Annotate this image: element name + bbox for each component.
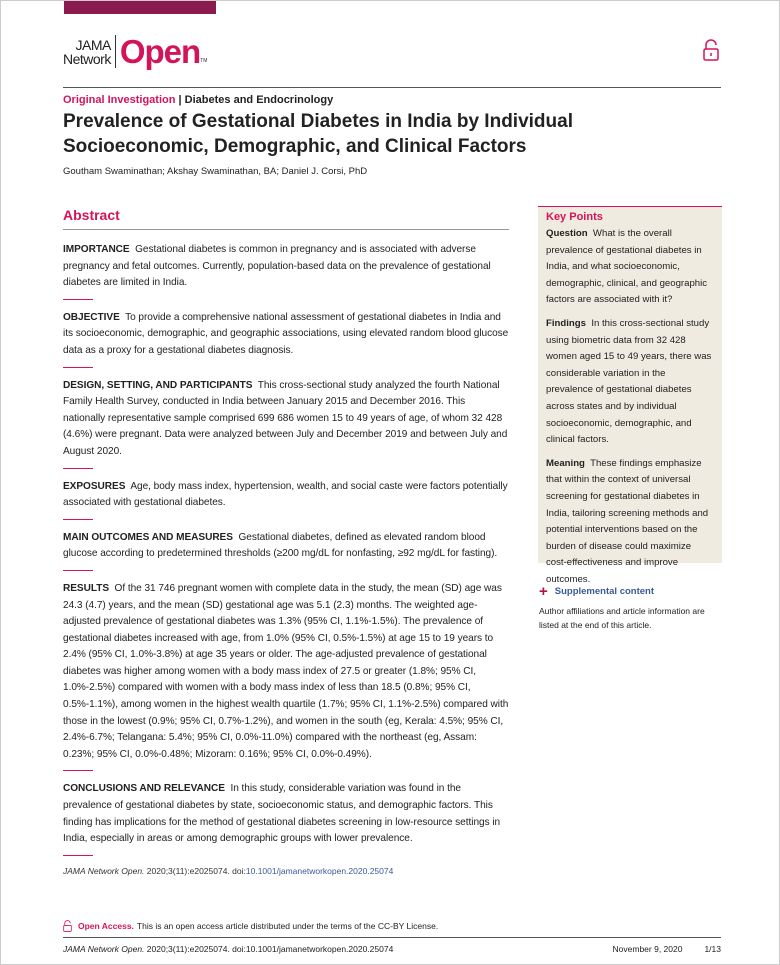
key-point-label: Meaning [546, 457, 585, 469]
open-lock-icon [63, 920, 72, 932]
section-text: Of the 31 746 pregnant women with complete data in the study, the mean (SD) age was 24.3 (4.7) years, and the mean (SD) gestational age was 5.1 (2.3) months. The weighted age-adjusted prevalence of gestational diabetes was 1.3% (95% CI, 1.1%-1.5%). The prevalence of gestational diabetes increased with age, from 1.0% (95% CI, 0.5%-1.5%) at age 15 to 19 years to 2.4% (95% CI, 1.0%-3.8%) at age 35 years or older. The age-adjusted prevalence of gestational diabetes was higher among women with a body mass index of 27.5 or greater (1.8%; 95% CI, 1.0%-2.5%) compared with women with a body mass index of less than 18.5 (0.8%; 95% CI, 0.5%-1.1%), among women in the highest wealth quartile (1.7%; 95% CI, 1.1%-2.5%) compared with those in the lowest (0.9%; 95% CI, 0.7%-1.2%), and women in the south (eg, Kerala: 4.5%; 95% CI, 2.4%-6.7%; Telangana: 5.4%; 95% CI, 0.0%-11.0%) compared with the northeast (eg, Assam: 0.23%; 95% CI, 0.0%-0.48%; Mizoram: 0.16%; 95% CI, 0.0%-0.49%). [63, 582, 509, 760]
section-label: EXPOSURES [63, 480, 126, 492]
doi-link[interactable]: 10.1001/jamanetworkopen.2020.25074 [245, 865, 394, 876]
affiliations-note: Author affiliations and article information are listed at the end of this article. [539, 606, 705, 630]
section-divider [63, 855, 93, 856]
category-separator: | [178, 94, 182, 106]
footer-rule [63, 937, 721, 938]
abstract-section [63, 530, 509, 563]
footer-journal: JAMA Network Open. [63, 944, 145, 954]
supplemental-content-link[interactable]: + Supplemental content [539, 583, 654, 600]
category-subject[interactable]: Diabetes and Endocrinology [184, 94, 334, 106]
key-points-box [538, 206, 722, 585]
abstract-heading: Abstract [63, 207, 509, 230]
section-text: Age, body mass index, hypertension, wealth, and social caste were factors potentially associated with gestational diabetes. [63, 480, 508, 509]
section-divider [63, 570, 93, 571]
logo-tm: TM [200, 58, 208, 64]
section-label: IMPORTANCE [63, 244, 130, 255]
logo-jama: JAMA [75, 36, 111, 53]
section-divider [63, 367, 93, 368]
page-footer [63, 944, 721, 954]
section-label: DESIGN, SETTING, AND PARTICIPANTS [63, 379, 253, 391]
top-accent-bar [64, 1, 216, 14]
section-label: OBJECTIVE [63, 311, 120, 323]
section-label: CONCLUSIONS AND RELEVANCE [63, 783, 225, 795]
section-text: Gestational diabetes is common in pregnancy and is associated with adverse pregnancy and fetal outcomes. Currently, population-based data on the prevalence of gestational diabetes are limited in India. [63, 244, 491, 289]
key-point-text: What is the overall prevalence of gestational diabetes in India, and what socioeconomic, demographic, clinical, and geographic factors are associated with it? [546, 228, 708, 306]
abstract-section [63, 581, 509, 764]
section-divider [63, 770, 93, 771]
section-divider [63, 299, 93, 300]
abstract-section [63, 242, 509, 292]
key-point [546, 456, 714, 589]
open-lock-icon [703, 39, 719, 61]
article-title: Prevalence of Gestational Diabetes in India by Individual Socioeconomic, Demographic, and Clinical Factors [63, 111, 573, 157]
open-access-note: Open Access. This is an open access article distributed under the terms of the CC-BY License. [63, 920, 438, 932]
section-label: RESULTS [63, 582, 110, 594]
key-point [546, 226, 714, 309]
key-point-text: These findings emphasize that within the context of universal screening for gestational diabetes in India, tailoring screening methods and potential interventions based on the burden of disease could maximize cost-effectiveness and improve outcomes. [546, 457, 709, 585]
citation: JAMA Network Open. 2020;3(11):e2025074. doi:10.1001/jamanetworkopen.2020.25074 [63, 865, 394, 876]
key-point-text: In this cross-sectional study using biometric data from 32 428 women aged 15 to 49 years, there was considerable variation in the prevalence of gestational diabetes across states and by individual socioeconomic, demographic, and clinical factors. [546, 317, 712, 446]
author-list: Goutham Swaminathan; Akshay Swaminathan, BA; Daniel J. Corsi, PhD [63, 166, 368, 177]
logo-divider [115, 35, 116, 68]
section-divider [63, 519, 93, 520]
key-point-label: Question [546, 228, 588, 239]
section-text: In this study, considerable variation was found in the prevalence of gestational diabetes by state, socioeconomic status, and demographic factors. This finding has implications for the method of gestational diabetes screening in low-resource settings in India, especially in areas or among demographic groups with lower prevalence. [63, 783, 501, 845]
abstract [63, 207, 509, 876]
abstract-section [63, 781, 509, 847]
key-points-heading: Key Points [546, 211, 603, 223]
abstract-section [63, 378, 509, 461]
key-point [546, 316, 714, 449]
open-access-label: Open Access. [78, 921, 134, 931]
logo-open: Open [119, 33, 201, 70]
key-point-label: Findings [546, 317, 586, 329]
footer-date: November 9, 2020 [612, 944, 683, 954]
section-divider [63, 468, 93, 469]
jama-network-open-logo[interactable] [63, 35, 207, 68]
logo-network: Network [63, 50, 111, 67]
plus-icon: + [539, 583, 548, 600]
article-category [63, 94, 333, 106]
category-original-investigation[interactable]: Original Investigation [63, 94, 176, 106]
page-number: 1/13 [704, 944, 721, 954]
section-text: This cross-sectional study analyzed the fourth National Family Health Survey, conducted in India between January 2015 and December 2016. This nationally representative sample comprised 699 686 women 15 to 49 years of age, of whom 32 428 (4.6%) were pregnant. Data were analyzed between July and December 2019 and between July and August 2020. [63, 379, 508, 457]
section-text: To provide a comprehensive national assessment of gestational diabetes in India and its socioeconomic, demographic, and geographic associations, using elevated random blood glucose data as a proxy for a gestational diabetes diagnosis. [63, 311, 509, 356]
footer-ref: 2020;3(11):e2025074. doi:10.1001/jamanetworkopen.2020.25074 [146, 944, 394, 954]
abstract-section [63, 479, 509, 512]
abstract-section [63, 310, 509, 360]
section-text: Gestational diabetes, defined as elevated random blood glucose according to predetermined thresholds (≥200 mg/dL for nonfasting, ≥92 mg/dL for fasting). [63, 531, 498, 560]
header-rule [63, 87, 721, 88]
section-label: MAIN OUTCOMES AND MEASURES [63, 531, 233, 543]
